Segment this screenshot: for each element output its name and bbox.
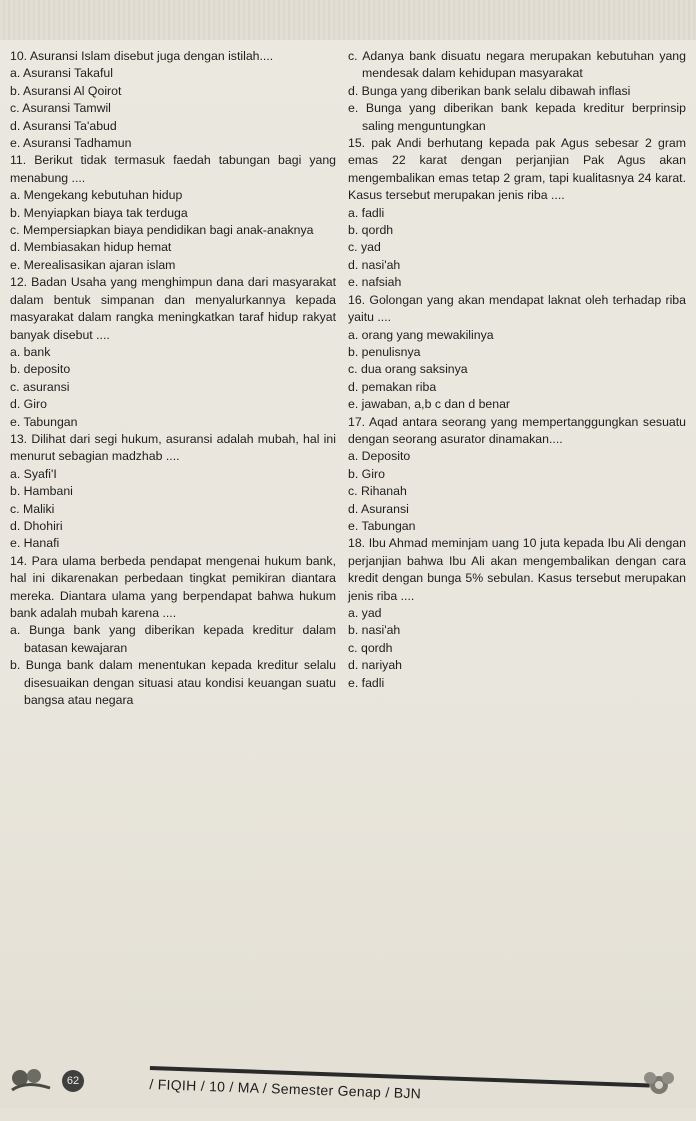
question-16-option-a: a. orang yang mewakilinya [348, 327, 494, 342]
question-16-option-d: d. pemakan riba [348, 379, 437, 394]
question-17-option-d: d. Asuransi [348, 501, 409, 516]
question-15 [348, 135, 686, 292]
question-13-stem: 13. Dilihat dari segi hukum, asuransi adalah mubah, hal ini menurut sebagian madzhab .... [10, 431, 336, 464]
question-17-option-b: b. Giro [348, 466, 385, 481]
question-14-option-c: c. Adanya bank disuatu negara merupakan kebutuhan yang mendesak dalam kehidupan masyarakat [348, 49, 686, 81]
left-column [10, 48, 336, 709]
question-12 [10, 274, 336, 431]
question-13-option-a: a. Syafi'I [10, 466, 57, 481]
question-11 [10, 152, 336, 274]
question-15-option-b: b. qordh [348, 223, 394, 238]
top-decorative-band [0, 0, 696, 40]
question-15-option-e: e. nafsiah [348, 275, 402, 290]
question-14-stem: 14. Para ulama berbeda pendapat mengenai hukum bank, hal ini dikarenakan perbedaan tingkat pemikiran diantara mereka. Diantara ulama yang berpendapat bahwa hukum bank adalah mubah karena .... [10, 553, 336, 620]
page-number: 62 [62, 1070, 84, 1092]
question-11-option-d: d. Membiasakan hidup hemat [10, 240, 172, 255]
question-18-stem: 18. Ibu Ahmad meminjam uang 10 juta kepada Ibu Ali dengan perjanjian bahwa Ibu Ali akan mengembalikan dengan cara kredit dengan bunga 5% sebulan. Kasus tersebut merupakan jenis riba .... [348, 536, 686, 603]
question-10-option-e: e. Asuransi Tadhamun [10, 136, 132, 151]
question-12-option-c: c. asuransi [10, 379, 70, 394]
question-12-option-a: a. bank [10, 344, 51, 359]
question-14 [10, 553, 336, 710]
question-13-option-e: e. Hanafi [10, 536, 60, 551]
question-15-option-a: a. fadli [348, 205, 385, 220]
question-14-option-a: a. Bunga bank yang diberikan kepada kreditur dalam batasan kewajaran [10, 623, 336, 655]
question-11-option-a: a. Mengekang kebutuhan hidup [10, 188, 183, 203]
question-17-option-a: a. Deposito [348, 449, 411, 464]
question-17 [348, 414, 686, 536]
question-12-stem: 12. Badan Usaha yang menghimpun dana dari masyarakat dalam bentuk simpanan dan menyalurkannya kepada masyarakat dalam rangka meningkatkan taraf hidup rakyat banyak disebut .... [10, 275, 336, 342]
question-12-option-e: e. Tabungan [10, 414, 78, 429]
question-14-option-b: b. Bunga bank dalam menentukan kepada kreditur selalu disesuaikan dengan situasi atau kondisi keuangan suatu bangsa atau negara [10, 658, 336, 708]
question-15-option-c: c. yad [348, 240, 381, 255]
question-15-stem: 15. pak Andi berhutang kepada pak Agus sebesar 2 gram emas 22 karat dengan perjanjian Pak Agus akan mengembalikan emas tetap 2 gram, tapi kualitasnya 24 karat. Kasus tersebut merupakan jenis riba .... [348, 136, 686, 203]
question-10-option-a: a. Asuransi Takaful [10, 66, 113, 81]
question-12-option-b: b. deposito [10, 362, 71, 377]
question-13 [10, 431, 336, 553]
question-14-option-d: d. Bunga yang diberikan bank selalu dibawah inflasi [348, 83, 631, 98]
page-footer [10, 1064, 686, 1104]
question-18 [348, 535, 686, 692]
question-10 [10, 48, 336, 152]
question-17-option-e: e. Tabungan [348, 518, 416, 533]
question-17-option-c: c. Rihanah [348, 484, 407, 499]
question-12-option-d: d. Giro [10, 397, 47, 412]
leaf-ornament-icon [10, 1064, 58, 1094]
question-11-stem: 11. Berikut tidak termasuk faedah tabungan bagi yang menabung .... [10, 153, 336, 185]
question-18-option-e: e. fadli [348, 675, 385, 690]
question-10-option-d: d. Asuransi Ta'abud [10, 118, 117, 133]
question-13-option-b: b. Hambani [10, 484, 73, 499]
question-18-option-d: d. nariyah [348, 658, 403, 673]
question-13-option-c: c. Maliki [10, 501, 55, 516]
question-16-option-c: c. dua orang saksinya [348, 362, 468, 377]
question-14-continued [348, 48, 686, 135]
question-11-option-c: c. Mempersiapkan biaya pendidikan bagi anak-anaknya [10, 223, 314, 238]
question-11-option-b: b. Menyiapkan biaya tak terduga [10, 205, 188, 220]
question-10-option-c: c. Asuransi Tamwil [10, 101, 111, 116]
question-16-option-e: e. jawaban, a,b c dan d benar [348, 397, 511, 412]
right-column [348, 48, 686, 692]
question-13-option-d: d. Dhohiri [10, 518, 63, 533]
question-16 [348, 292, 686, 414]
question-16-stem: 16. Golongan yang akan mendapat laknat oleh terhadap riba yaitu .... [348, 292, 686, 325]
question-16-option-b: b. penulisnya [348, 344, 421, 359]
running-title: / FIQIH / 10 / MA / Semester Genap / BJN [149, 1066, 650, 1121]
question-14-option-e: e. Bunga yang diberikan bank kepada kreditur berprinsip saling menguntungkan [348, 101, 686, 133]
question-10-stem: 10. Asuransi Islam disebut juga dengan istilah.... [10, 49, 274, 63]
question-11-option-e: e. Merealisasikan ajaran islam [10, 257, 176, 272]
flower-ornament-icon [638, 1068, 680, 1102]
question-18-option-a: a. yad [348, 606, 382, 620]
question-18-option-b: b. nasi'ah [348, 623, 401, 638]
question-10-option-b: b. Asuransi Al Qoirot [10, 83, 122, 98]
question-17-stem: 17. Aqad antara seorang yang mempertanggungkan sesuatu dengan seorang asurator dinamakan.... [348, 414, 686, 446]
question-15-option-d: d. nasi'ah [348, 257, 401, 272]
question-18-option-c: c. qordh [348, 640, 393, 655]
